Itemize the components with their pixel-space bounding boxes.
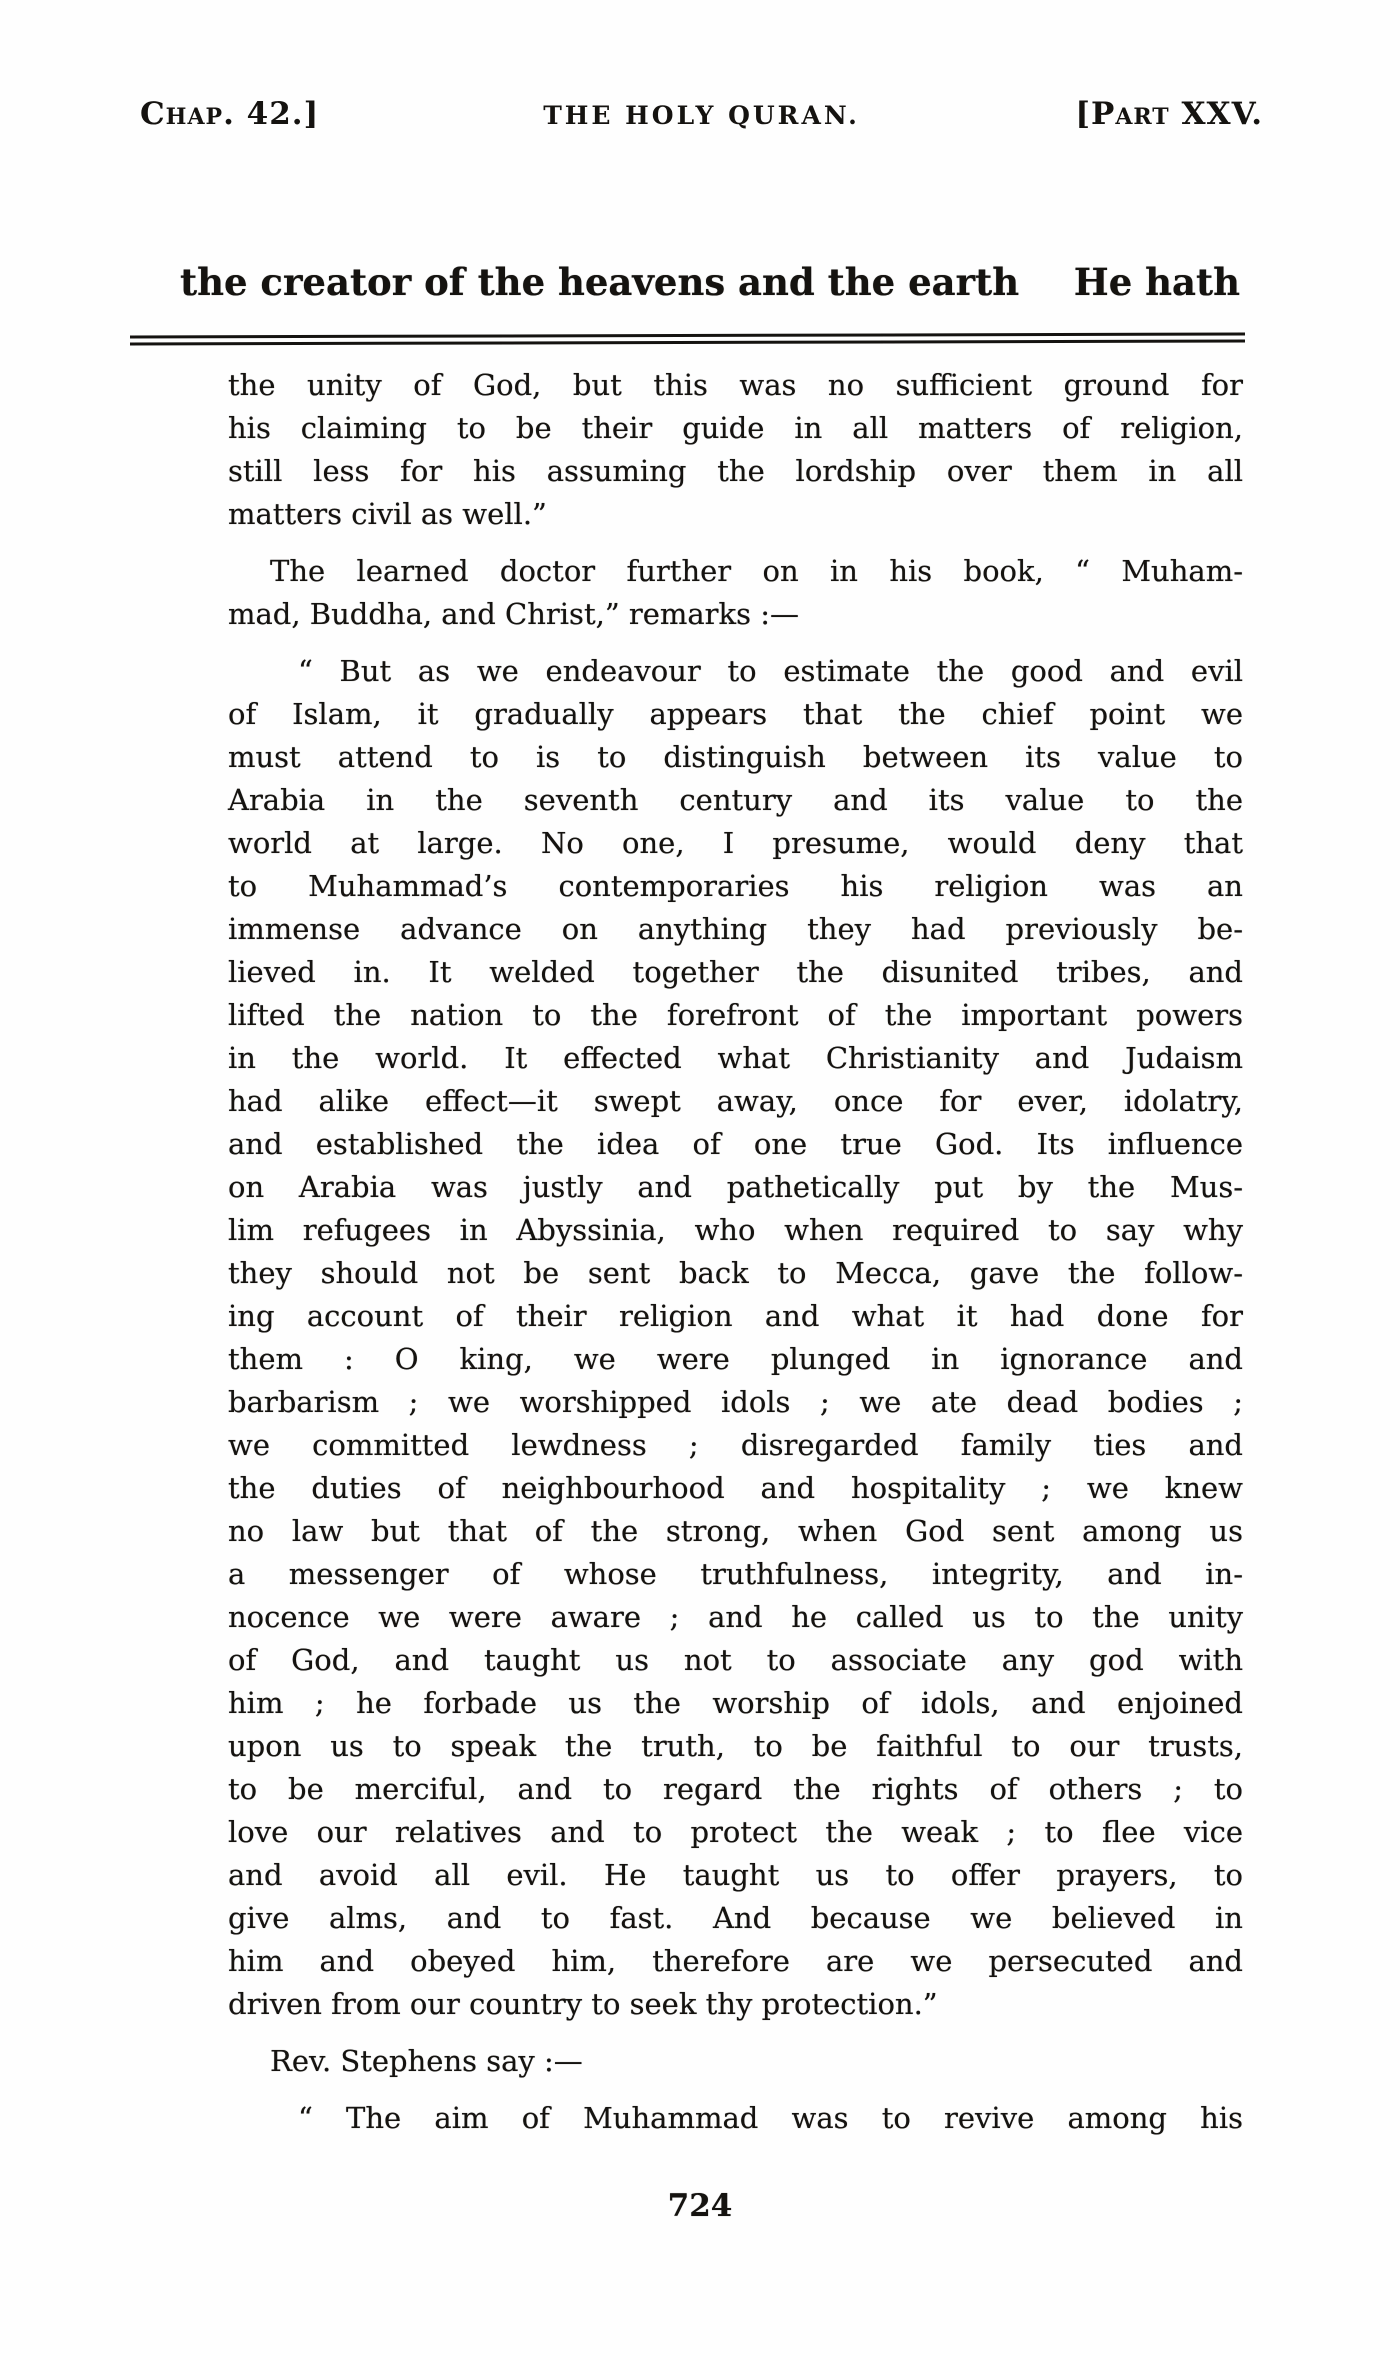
paragraph	[228, 550, 1243, 636]
body-text	[228, 364, 1243, 2140]
catchline-left-text: the creator of the heavens and the earth	[180, 260, 1020, 304]
text-line: had alike effect—it swept away, once for ever, idolatry,	[228, 1084, 1243, 1118]
text-line: we committed lewdness ; disregarded family ties and	[228, 1428, 1243, 1462]
text-line: no law but that of the strong, when God sent among us	[228, 1514, 1243, 1548]
page-number: 724	[667, 2188, 733, 2224]
text-line: of God, and taught us not to associate any god with	[228, 1643, 1243, 1677]
text-line: love our relatives and to protect the weak ; to flee vice	[228, 1815, 1243, 1849]
text-line: give alms, and to fast. And because we believed in	[228, 1901, 1243, 1935]
text-line: of Islam, it gradually appears that the chief point we	[228, 697, 1243, 731]
text-line: immense advance on anything they had previously be-	[228, 912, 1243, 946]
text-line: on Arabia was justly and pathetically put by the Mus-	[228, 1170, 1243, 1204]
text-line: lieved in. It welded together the disunited tribes, and	[228, 955, 1243, 989]
text-line: lim refugees in Abyssinia, who when required to say why	[228, 1213, 1243, 1247]
chapter-label: Chap. 42.]	[140, 96, 320, 132]
text-line: mad, Buddha, and Christ,” remarks :—	[228, 597, 799, 631]
part-label: [Part XXV.	[1075, 96, 1263, 132]
text-line: and avoid all evil. He taught us to offer prayers, to	[228, 1858, 1243, 1892]
text-line: “ The aim of Muhammad was to revive among his	[298, 2101, 1243, 2135]
text-line: the unity of God, but this was no sufficient ground for	[228, 368, 1243, 402]
text-line: Arabia in the seventh century and its value to the	[228, 783, 1243, 817]
text-line: still less for his assuming the lordship over them in all	[228, 454, 1243, 488]
text-line: in the world. It effected what Christianity and Judaism	[228, 1041, 1243, 1075]
text-line: barbarism ; we worshipped idols ; we ate dead bodies ;	[228, 1385, 1243, 1419]
text-line: ing account of their religion and what it had done for	[228, 1299, 1243, 1333]
text-line: lifted the nation to the forefront of the important powers	[228, 998, 1243, 1032]
text-line: driven from our country to seek thy protection.”	[228, 1987, 938, 2021]
text-line: world at large. No one, I presume, would deny that	[228, 826, 1243, 860]
text-line: “ But as we endeavour to estimate the good and evil	[298, 654, 1243, 688]
paragraph	[228, 650, 1243, 2026]
text-line: nocence we were aware ; and he called us to the unity	[228, 1600, 1243, 1634]
paragraph	[228, 364, 1243, 536]
paragraph	[228, 2040, 1243, 2083]
text-line: Rev. Stephens say :—	[270, 2044, 583, 2078]
text-line: to be merciful, and to regard the rights of others ; to	[228, 1772, 1243, 1806]
text-line: must attend to is to distinguish between its value to	[228, 740, 1243, 774]
text-line: The learned doctor further on in his book, “ Muham-	[270, 554, 1243, 588]
text-line: and established the idea of one true God. Its influence	[228, 1127, 1243, 1161]
text-line: a messenger of whose truthfulness, integrity, and in-	[228, 1557, 1243, 1591]
text-line: the duties of neighbourhood and hospitality ; we knew	[228, 1471, 1243, 1505]
book-title: THE HOLY QURAN.	[543, 101, 860, 130]
running-header	[0, 0, 1400, 132]
text-line: him ; he forbade us the worship of idols, and enjoined	[228, 1686, 1243, 1720]
double-rule	[130, 333, 1245, 346]
catchline-right-text: He hath	[1073, 260, 1240, 304]
catchline	[180, 260, 1240, 304]
text-line: matters civil as well.”	[228, 497, 547, 531]
text-line: to Muhammad’s contemporaries his religion was an	[228, 869, 1243, 903]
paragraph	[228, 2097, 1243, 2140]
text-line: his claiming to be their guide in all matters of religion,	[228, 411, 1243, 445]
text-line: they should not be sent back to Mecca, gave the follow-	[228, 1256, 1243, 1290]
text-line: him and obeyed him, therefore are we persecuted and	[228, 1944, 1243, 1978]
text-line: them : O king, we were plunged in ignorance and	[228, 1342, 1243, 1376]
text-line: upon us to speak the truth, to be faithful to our trusts,	[228, 1729, 1243, 1763]
